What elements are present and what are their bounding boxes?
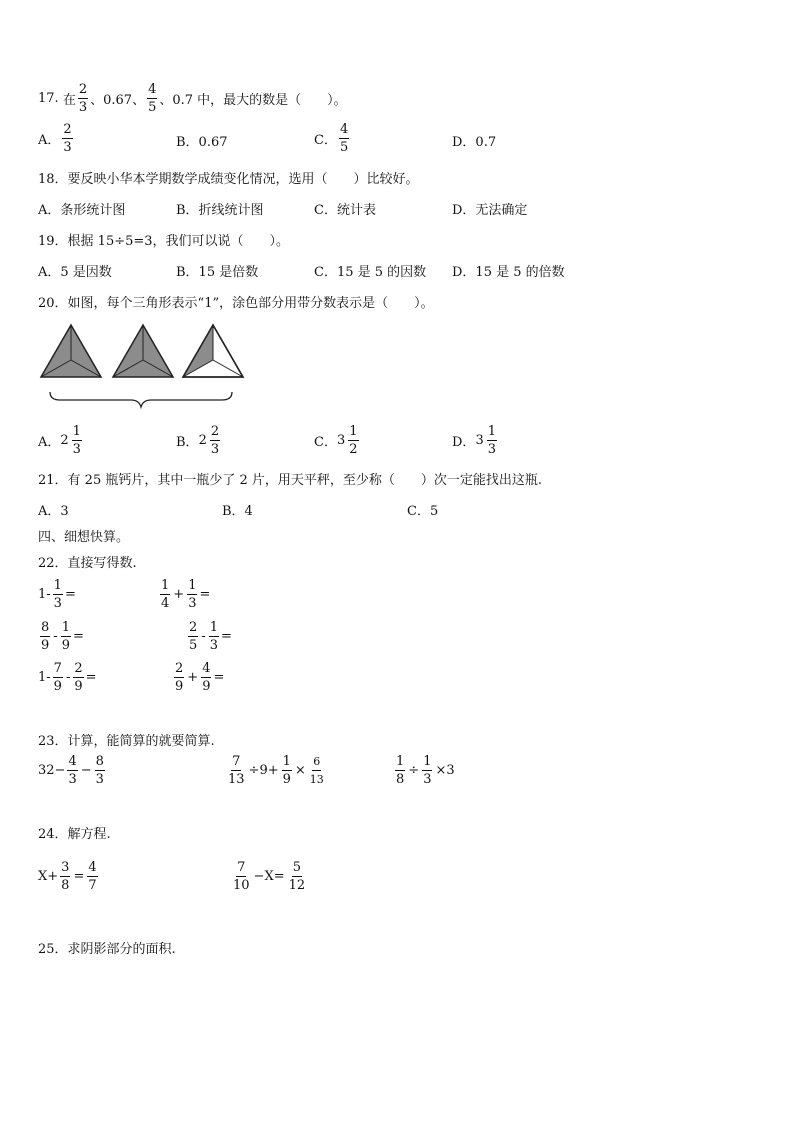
fraction: $\frac{3}{8}$ xyxy=(61,860,70,893)
q22-expr-4: $\frac{2}{5}$ - $\frac{1}{3}$ = xyxy=(189,620,232,653)
fraction: $\frac{2}{5}$ xyxy=(189,620,198,653)
fraction: $\frac{1}{3}$ xyxy=(72,424,81,457)
q19-option-c[interactable]: C．15 是 5 的因数 xyxy=(314,265,427,280)
triangle-2 xyxy=(113,325,173,377)
fraction: $\frac{1}{3}$ xyxy=(188,578,197,611)
fraction: $\frac{1}{9}$ xyxy=(61,620,70,653)
fraction: $\frac{7}{9}$ xyxy=(53,661,62,694)
q21-option-b[interactable]: B．4 xyxy=(222,504,253,519)
q20-option-b[interactable]: B． 2 $\frac{2}{3}$ xyxy=(176,424,220,457)
q21-option-c[interactable]: C．5 xyxy=(407,504,439,519)
q20-option-c[interactable]: C． 3 $\frac{1}{2}$ xyxy=(314,424,358,457)
q23-expr-2: $\frac{7}{13}$ ÷9+ $\frac{1}{9}$ × $\frac{6}{13}$ xyxy=(228,754,324,787)
q21-option-a[interactable]: A．3 xyxy=(38,504,69,519)
fraction: $\frac{2}{3}$ xyxy=(78,82,88,115)
q22-stem: 22．直接写得数. xyxy=(38,556,137,571)
q17-option-a[interactable]: A． $\frac{2}{3}$ xyxy=(38,122,72,155)
q24-stem: 24．解方程. xyxy=(38,827,111,842)
q23-stem: 23．计算，能简算的就要简算. xyxy=(38,734,215,749)
q19-option-a[interactable]: A．5 是因数 xyxy=(38,265,112,280)
q22-expr-2: $\frac{1}{4}$ + $\frac{1}{3}$ = xyxy=(161,578,211,611)
q25-stem: 25．求阴影部分的面积. xyxy=(38,942,176,957)
q19-option-b[interactable]: B．15 是倍数 xyxy=(176,265,259,280)
q18-option-d[interactable]: D．无法确定 xyxy=(452,203,528,218)
fraction: $\frac{8}{9}$ xyxy=(41,620,50,653)
q18-stem: 18．要反映小华本学期数学成绩变化情况，选用（ ）比较好。 xyxy=(38,172,419,187)
fraction: $\frac{6}{13}$ xyxy=(309,755,324,786)
triangle-3 xyxy=(183,325,243,377)
fraction: $\frac{1}{9}$ xyxy=(282,754,291,787)
fraction: $\frac{1}{2}$ xyxy=(349,424,358,457)
q22-expr-1: 1- $\frac{1}{3}$ = xyxy=(38,578,76,611)
q22-expr-5: 1- $\frac{7}{9}$ - $\frac{2}{9}$ = xyxy=(38,661,97,694)
q17-option-c[interactable]: C． $\frac{4}{5}$ xyxy=(314,122,349,155)
q17-stem: 17. 在 $\frac{2}{3}$ 、0.67、 $\frac{4}{5}$ 、0.7 中，最大的数是（ ）。 xyxy=(38,82,347,115)
fraction: $\frac{1}{3}$ xyxy=(209,620,218,653)
brace xyxy=(50,392,232,407)
fraction: $\frac{2}{3}$ xyxy=(210,424,220,457)
q18-option-a[interactable]: A．条形统计图 xyxy=(38,203,126,218)
fraction: $\frac{4}{9}$ xyxy=(202,661,211,694)
fraction: $\frac{5}{12}$ xyxy=(288,860,306,893)
q23-expr-1: 32− $\frac{4}{3}$ − $\frac{8}{3}$ xyxy=(38,754,104,787)
q18-option-b[interactable]: B．折线统计图 xyxy=(176,203,264,218)
q17-option-b[interactable]: B．0.67 xyxy=(176,135,228,150)
q20-stem: 20．如图，每个三角形表示“1”，涂色部分用带分数表示是（ ）。 xyxy=(38,296,434,311)
q21-stem: 21．有 25 瓶钙片，其中一瓶少了 2 片，用天平秤，至少称（ ）次一定能找出这瓶. xyxy=(38,473,543,488)
q20-option-d[interactable]: D． 3 $\frac{1}{3}$ xyxy=(452,424,496,457)
fraction: $\frac{2}{3}$ xyxy=(63,122,72,155)
fraction: $\frac{4}{5}$ xyxy=(339,122,349,155)
q19-option-d[interactable]: D．15 是 5 的倍数 xyxy=(452,265,565,280)
q24-expr-2: $\frac{7}{10}$ −X= $\frac{5}{12}$ xyxy=(233,860,306,893)
fraction: $\frac{4}{3}$ xyxy=(68,754,77,787)
q20-option-a[interactable]: A． 2 $\frac{1}{3}$ xyxy=(38,424,81,457)
fraction: $\frac{4}{5}$ xyxy=(148,82,157,115)
fraction: $\frac{7}{13}$ xyxy=(228,754,245,787)
fraction: $\frac{2}{9}$ xyxy=(74,661,83,694)
fraction: $\frac{1}{4}$ xyxy=(161,578,170,611)
q18-option-c[interactable]: C．统计表 xyxy=(314,203,376,218)
q22-expr-6: $\frac{2}{9}$ + $\frac{4}{9}$ = xyxy=(175,661,225,694)
fraction: $\frac{1}{3}$ xyxy=(423,754,432,787)
fraction: $\frac{7}{10}$ xyxy=(233,860,250,893)
q19-stem: 19．根据 15÷5=3，我们可以说（ ）。 xyxy=(38,234,290,249)
q22-expr-3: $\frac{8}{9}$ - $\frac{1}{9}$ = xyxy=(41,620,84,653)
fraction: $\frac{1}{3}$ xyxy=(53,578,62,611)
q23-expr-3: $\frac{1}{8}$ ÷ $\frac{1}{3}$ ×3 xyxy=(396,754,455,787)
fraction: $\frac{1}{3}$ xyxy=(487,424,496,457)
section-heading: 四、细想快算。 xyxy=(38,530,130,545)
triangle-1 xyxy=(41,325,101,377)
q17-option-d[interactable]: D．0.7 xyxy=(452,135,497,150)
q24-expr-1: X+ $\frac{3}{8}$ = $\frac{4}{7}$ xyxy=(38,860,97,893)
fraction: $\frac{2}{9}$ xyxy=(175,661,184,694)
fraction: $\frac{4}{7}$ xyxy=(88,860,97,893)
fraction: $\frac{8}{3}$ xyxy=(95,754,104,787)
fraction: $\frac{1}{8}$ xyxy=(396,754,405,787)
triangles-figure xyxy=(36,320,246,412)
